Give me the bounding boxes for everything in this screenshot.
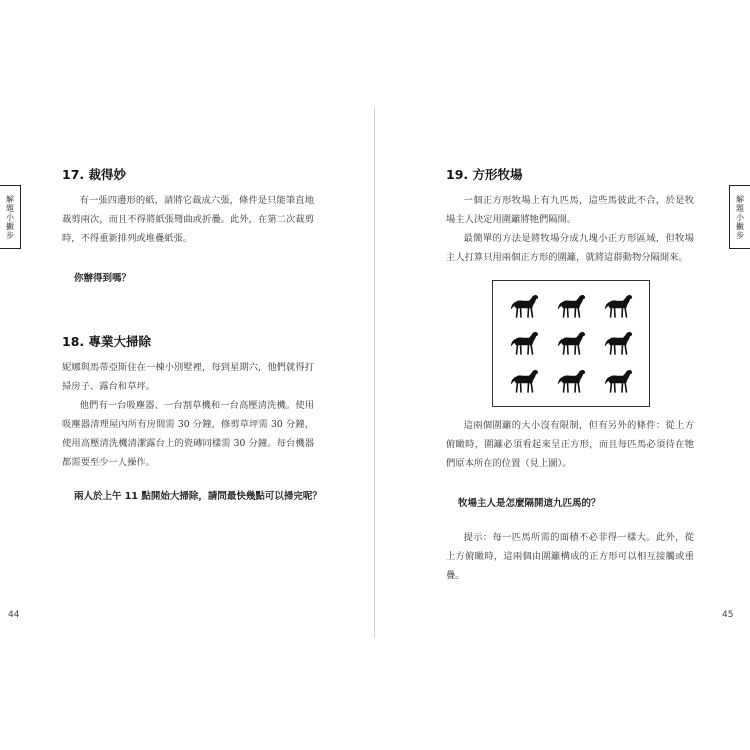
horse-grid <box>501 287 641 400</box>
side-tab-label: 解題小撇步 <box>735 194 745 240</box>
horse-icon <box>509 293 539 319</box>
section-18-question: 兩人於上午 11 點開始大掃除，請問最快幾點可以掃完呢？ <box>74 491 322 502</box>
section-18-para-2: 他們有一台吸塵器、一台割草機和一台高壓清洗機。使用吸塵器清理屋內所有房間需 30 分鐘，修剪草坪需 30 分鐘，使用高壓清洗機清潔露台上的瓷磚同樣需 30 分鐘。每台機器都需要至少一人操作。 <box>62 400 314 468</box>
page-number-left: 44 <box>8 610 20 620</box>
horse-silhouette <box>594 325 641 363</box>
section-19-para-3: 這兩個圍籬的大小沒有限制，但有另外的條件：從上方俯瞰時，圍籬必須看起來呈正方形，而且每匹馬必須待在牠們原本所在的位置（見上圖）。 <box>446 420 694 469</box>
section-19-question: 牧場主人是怎麼隔開這九匹馬的？ <box>458 498 601 509</box>
side-tab-right <box>729 185 750 249</box>
horse-silhouette <box>594 287 641 325</box>
horse-icon <box>603 368 633 394</box>
section-17-body: 有一張四邊形的紙，請將它裁成六張，條件是只能筆直地裁剪兩次，而且不得將紙張彎曲或折疊。此外，在第二次裁剪時，不得重新排列或堆疊紙張。 <box>62 195 314 244</box>
section-17-title: 17. 裁得妙 <box>62 167 126 182</box>
side-tab-label: 解題小撇步 <box>5 194 15 240</box>
horse-silhouette <box>501 362 548 400</box>
horse-silhouette <box>548 287 595 325</box>
horse-silhouette <box>548 325 595 363</box>
section-18-title: 18. 專業大掃除 <box>62 334 151 349</box>
horse-icon <box>556 293 586 319</box>
section-19-hint: 提示：每一匹馬所需的面積不必非得一樣大。此外，從上方俯瞰時，這兩個由圍籬構成的正方形可以相互接觸或重疊。 <box>446 532 694 581</box>
horse-icon <box>556 330 586 356</box>
horse-icon <box>603 330 633 356</box>
horse-icon <box>556 368 586 394</box>
horse-icon <box>603 293 633 319</box>
section-19-para-1: 一個正方形牧場上有九匹馬，這些馬彼此不合，於是牧場主人決定用圍籬將牠們隔開。 <box>446 195 694 225</box>
section-19-para-2: 最簡單的方法是將牧場分成九塊小正方形區域，但牧場主人打算只用兩個正方形的圍籬，就將這群動物分隔開來。 <box>446 233 694 263</box>
page-gutter <box>374 108 375 638</box>
horse-icon <box>509 330 539 356</box>
horse-silhouette <box>548 362 595 400</box>
pasture-figure <box>492 280 650 407</box>
horse-silhouette <box>594 362 641 400</box>
page-number-right: 45 <box>722 610 734 620</box>
section-17-question: 你辦得到嗎？ <box>74 273 132 284</box>
horse-icon <box>509 368 539 394</box>
section-18-para-1: 妮娜與馬蒂亞斯住在一棟小別墅裡，每到星期六，他們就得打掃房子、露台和草坪。 <box>62 362 314 392</box>
side-tab-left <box>0 185 21 249</box>
horse-silhouette <box>501 325 548 363</box>
horse-silhouette <box>501 287 548 325</box>
section-19-title: 19. 方形牧場 <box>446 167 523 182</box>
